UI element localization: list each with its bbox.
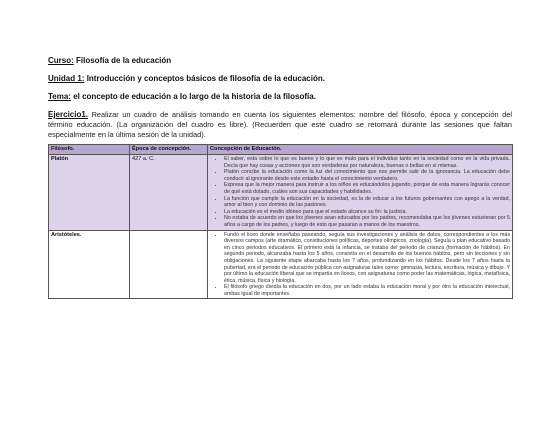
document-content (48, 56, 512, 299)
conception-cell (208, 230, 513, 299)
curso-value: Filosofía de la educación (76, 56, 172, 65)
curso-line (48, 56, 512, 66)
tema-value: el concepto de educación a lo largo de la historia de la filosofía. (73, 92, 316, 101)
curso-label: Curso: (48, 56, 74, 65)
list-item: • Expresa que la mejor manera para instruir a los niños es educándolos jugando, porque de esta manera lograrás conocer de qué está dotado, cuáles son sus capacidades y habilidades. (224, 182, 510, 195)
unidad-line (48, 74, 512, 84)
philosopher-name: Platón (49, 155, 130, 231)
list-item: • El saber, esta sobre lo que es bueno y lo que es malo para el individuo tanto en la sociedad como en la vida privada. Decía que hay cosas y acciones que son verdaderas por naturaleza, buenas o bellas en sí mismas. (224, 156, 510, 169)
tema-line (48, 92, 512, 102)
philosopher-era: 427 a. C. (130, 155, 208, 231)
conception-cell (208, 155, 513, 231)
table-row (49, 155, 513, 231)
list-item: • Platón concibe la educación como la luz del conocimiento que nos permite salir de la ignorancia. La educación debe conducir al ignorante desde este estadio hasta el conocimiento verdadero. (224, 169, 510, 182)
list-item: • El filósofo griego dividía la educación en dos, por un lado estaba la educación moral y por otro la educación intelectual, ambas igual de importantes. (224, 284, 510, 297)
tema-label: Tema: (48, 92, 71, 101)
list-item: • Fundó el liceo donde enseñaba paseando, seguía sus investigaciones y análisis de datos, correspondientes a los más diversos campos (arte dramático, constituciones políticas, deportes olímpicos, zoología). Seguía u plan educativo basado en cinco periodos educativos. El primero está la infancia, se trataba del periodo de crianza (formación de hábitos). En segundo periodo, alcanzaba hasta los 5 años, consistía en el desarrollo de los buenos hábitos, pero sin lecciones y sin obligaciones. La siguiente etapa abarcaba hasta los 7 años, profundizando en los hábitos. Desde los 7 años hasta la pubertad, era el periodo de educación pública con asignaturas tales como: gimnasia, lectura, escritura, música y dibujo. Y por último la educación liberal que se impartía en liceos, con asignaturas como poder las matemáticas, lógica, metafísica, ética, música, física y biología. (224, 232, 510, 285)
table-row (49, 230, 513, 299)
analysis-table (48, 144, 513, 299)
exercise-text: Realizar un cuadro de análisis tomando en cuenta los siguientes elementos: nombre del filósofo, época y concepción del término educación. (La organización del cuadro es libre). (Recuerden que este cuadro se retomará durante las sesiones que faltan especialmente en la última sesión de la unidad). (48, 110, 512, 139)
header-philosopher: Filósofo. (49, 145, 130, 155)
header-conception: Concepción de Educación. (208, 145, 513, 155)
unidad-value: Introducción y conceptos básicos de filosofía de la educación. (86, 74, 325, 83)
unidad-label: Unidad 1: (48, 74, 85, 83)
header-era: Época de concepción. (130, 145, 208, 155)
table-header-row (49, 145, 513, 155)
philosopher-name: Aristóteles. (49, 230, 130, 299)
list-item: • La educación es el medio idóneo para que el estado alcance su fin: la justicia. (224, 209, 510, 216)
list-item: • No estaba de acuerdo en que los jóvenes sean educados por los padres, recomendaba que los jóvenes estuvieran por 5 años a cargo de los padres, y luego de esto que pasaran a manos de los maestros. (224, 215, 510, 228)
conception-list (210, 232, 510, 298)
exercise-paragraph (48, 110, 512, 140)
conception-list (210, 156, 510, 229)
philosopher-era (130, 230, 208, 299)
exercise-label: Ejercicio1. (48, 110, 89, 119)
list-item: • La función que cumple la educación en la sociedad, es la de educar a los futuros gobernantes con apego a la verdad, amor al bien y con dominio de las pasiones. (224, 196, 510, 209)
